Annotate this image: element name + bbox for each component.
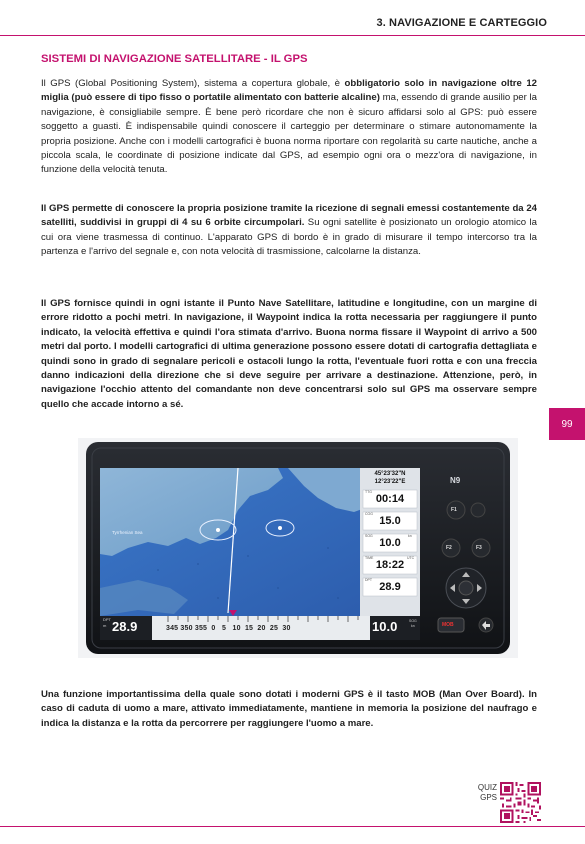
sog-unit: kn bbox=[408, 534, 412, 538]
cog-label: COG bbox=[365, 512, 373, 516]
power-button bbox=[471, 503, 485, 517]
quiz-line-1: QUIZ bbox=[477, 783, 497, 792]
mob-label: MOB bbox=[442, 622, 454, 628]
text-span: Il GPS (Global Positioning System), sistema a copertura globale, è bbox=[41, 78, 345, 89]
time-label: TIME bbox=[365, 556, 374, 560]
depth-label: DPT bbox=[365, 578, 372, 582]
f1-label: F1 bbox=[451, 507, 457, 513]
qr-code[interactable] bbox=[500, 782, 541, 823]
bold-span: In navigazione, il Waypoint indica la rotta necessaria per raggiungere il punto indicato, la velocità effettiva e quindi l'ora stimata d'arrivo. Buona norma fissare il Waypoint di arrivo a 500 metri dal porto. I modelli cartografici di ultima generazione possono essere dotati di cartografia dettagliata e quindi sono in grado di segnalare pericoli e ostacoli lungo la rotta, l'eventuale fuori rotta e con una freccia danno indicazioni della direzione che si deve seguire per arrivare a destinazione. Attenzione, però, in navigazione l'occhio attento del comandante non deve concentrarsi solo sul GPS ma osservare sempre quello che accade intorno a sé. bbox=[41, 312, 537, 410]
latitude: 45°23'32"N bbox=[374, 471, 406, 477]
header-divider bbox=[0, 35, 585, 36]
quiz-line-2: GPS bbox=[480, 793, 497, 802]
footer-divider bbox=[0, 826, 585, 827]
bold-span: obbligatorio solo in navigazione oltre 12 miglia (può essere di tipo fisso o portatile alimentato con batterie alcaline) bbox=[41, 78, 537, 104]
depth-value: 28.9 bbox=[379, 581, 401, 593]
depth-box-unit: m bbox=[103, 623, 107, 628]
time-utc-label: UTC bbox=[407, 556, 415, 560]
map-label: Tyrrhenian Sea bbox=[112, 530, 143, 535]
depth-box-label: DPT bbox=[103, 617, 111, 622]
ttg-value: 00:14 bbox=[375, 493, 405, 505]
page-number: 99 bbox=[561, 418, 573, 430]
depth-box-value: 28.9 bbox=[112, 619, 138, 634]
sog-value: 10.0 bbox=[379, 537, 401, 549]
sog-bottom-value: 10.0 bbox=[372, 619, 398, 634]
position-readout bbox=[362, 470, 418, 486]
paragraph-satellites bbox=[41, 202, 537, 260]
device-model: N9 bbox=[450, 476, 461, 485]
section-title: SISTEMI DI NAVIGAZIONE SATELLITARE - IL GPS bbox=[41, 53, 308, 65]
text-span: . bbox=[167, 312, 175, 324]
text-span: ma, essendo di grande ausilio per la navigazione, è consigliabile sempre. È bene però ricordare che non è sicuro affidarsi solo al GPS: può essere soggetto a guasti. È indispensabile quindi conoscere il carteggio per determinare o stimare autonomamente la propria posizione. Anche con i modelli cartografici è buona norma riportare con regolarità su carte nautiche, anche a piccola scala, le coordinate di posizione indicate dal GPS, ad esempio ogni ora o mezz'ora di navigazione, in funzione della velocità tenuta. bbox=[41, 92, 537, 176]
ttg-label: TTG bbox=[365, 490, 372, 494]
gps-device-figure bbox=[78, 438, 518, 658]
sog-label: SOG bbox=[365, 534, 373, 538]
paragraph-gps-intro bbox=[41, 77, 537, 178]
longitude: 12°23'22"E bbox=[374, 479, 406, 485]
f3-label: F3 bbox=[476, 545, 482, 551]
bold-span: Il GPS fornisce quindi in ogni istante il Punto Nave Satellitare, latitudine e longitudine, con un margine di errore ridotto a pochi metri bbox=[41, 298, 537, 324]
f2-label: F2 bbox=[446, 545, 452, 551]
cog-value: 15.0 bbox=[379, 515, 401, 527]
time-value: 18:22 bbox=[375, 559, 405, 571]
paragraph-waypoint bbox=[41, 297, 537, 412]
sog-bottom-label: SOG bbox=[409, 619, 417, 623]
bold-span: Il GPS permette di conoscere la propria posizione tramite la ricezione di segnali emessi costantemente da 24 satelliti, suddivisi in gruppi di 4 su 6 orbite circumpolari. bbox=[41, 203, 537, 229]
text-span: Su ogni satellite è posizionato un orologio atomico la cui ora viene trasmessa di continuo. L'apparato GPS di bordo è in grado di misurare il tempo intercorso tra la partenza e l'arrivo del segnale e, con nota velocità di trasmissione, calcolarne la distanza. bbox=[41, 217, 537, 258]
chapter-title: 3. NAVIGAZIONE E CARTEGGIO bbox=[376, 17, 547, 29]
bold-span: Una funzione importantissima della quale sono dotati i moderni GPS è il tasto MOB (Man Over Board). In caso di caduta di uomo a mare, attivato immediatamente, mantiene in memoria la posizione del naufrago e indica la distanza e la rotta da percorrere per raggiungere l'uomo a mare. bbox=[41, 689, 537, 729]
compass-scale: 345 350 355 0 5 10 15 20 25 30 bbox=[166, 625, 291, 632]
quiz-label bbox=[478, 783, 497, 803]
sog-bottom-unit: kn bbox=[411, 624, 415, 628]
paragraph-mob bbox=[41, 688, 537, 731]
page-number-tab bbox=[549, 408, 585, 440]
